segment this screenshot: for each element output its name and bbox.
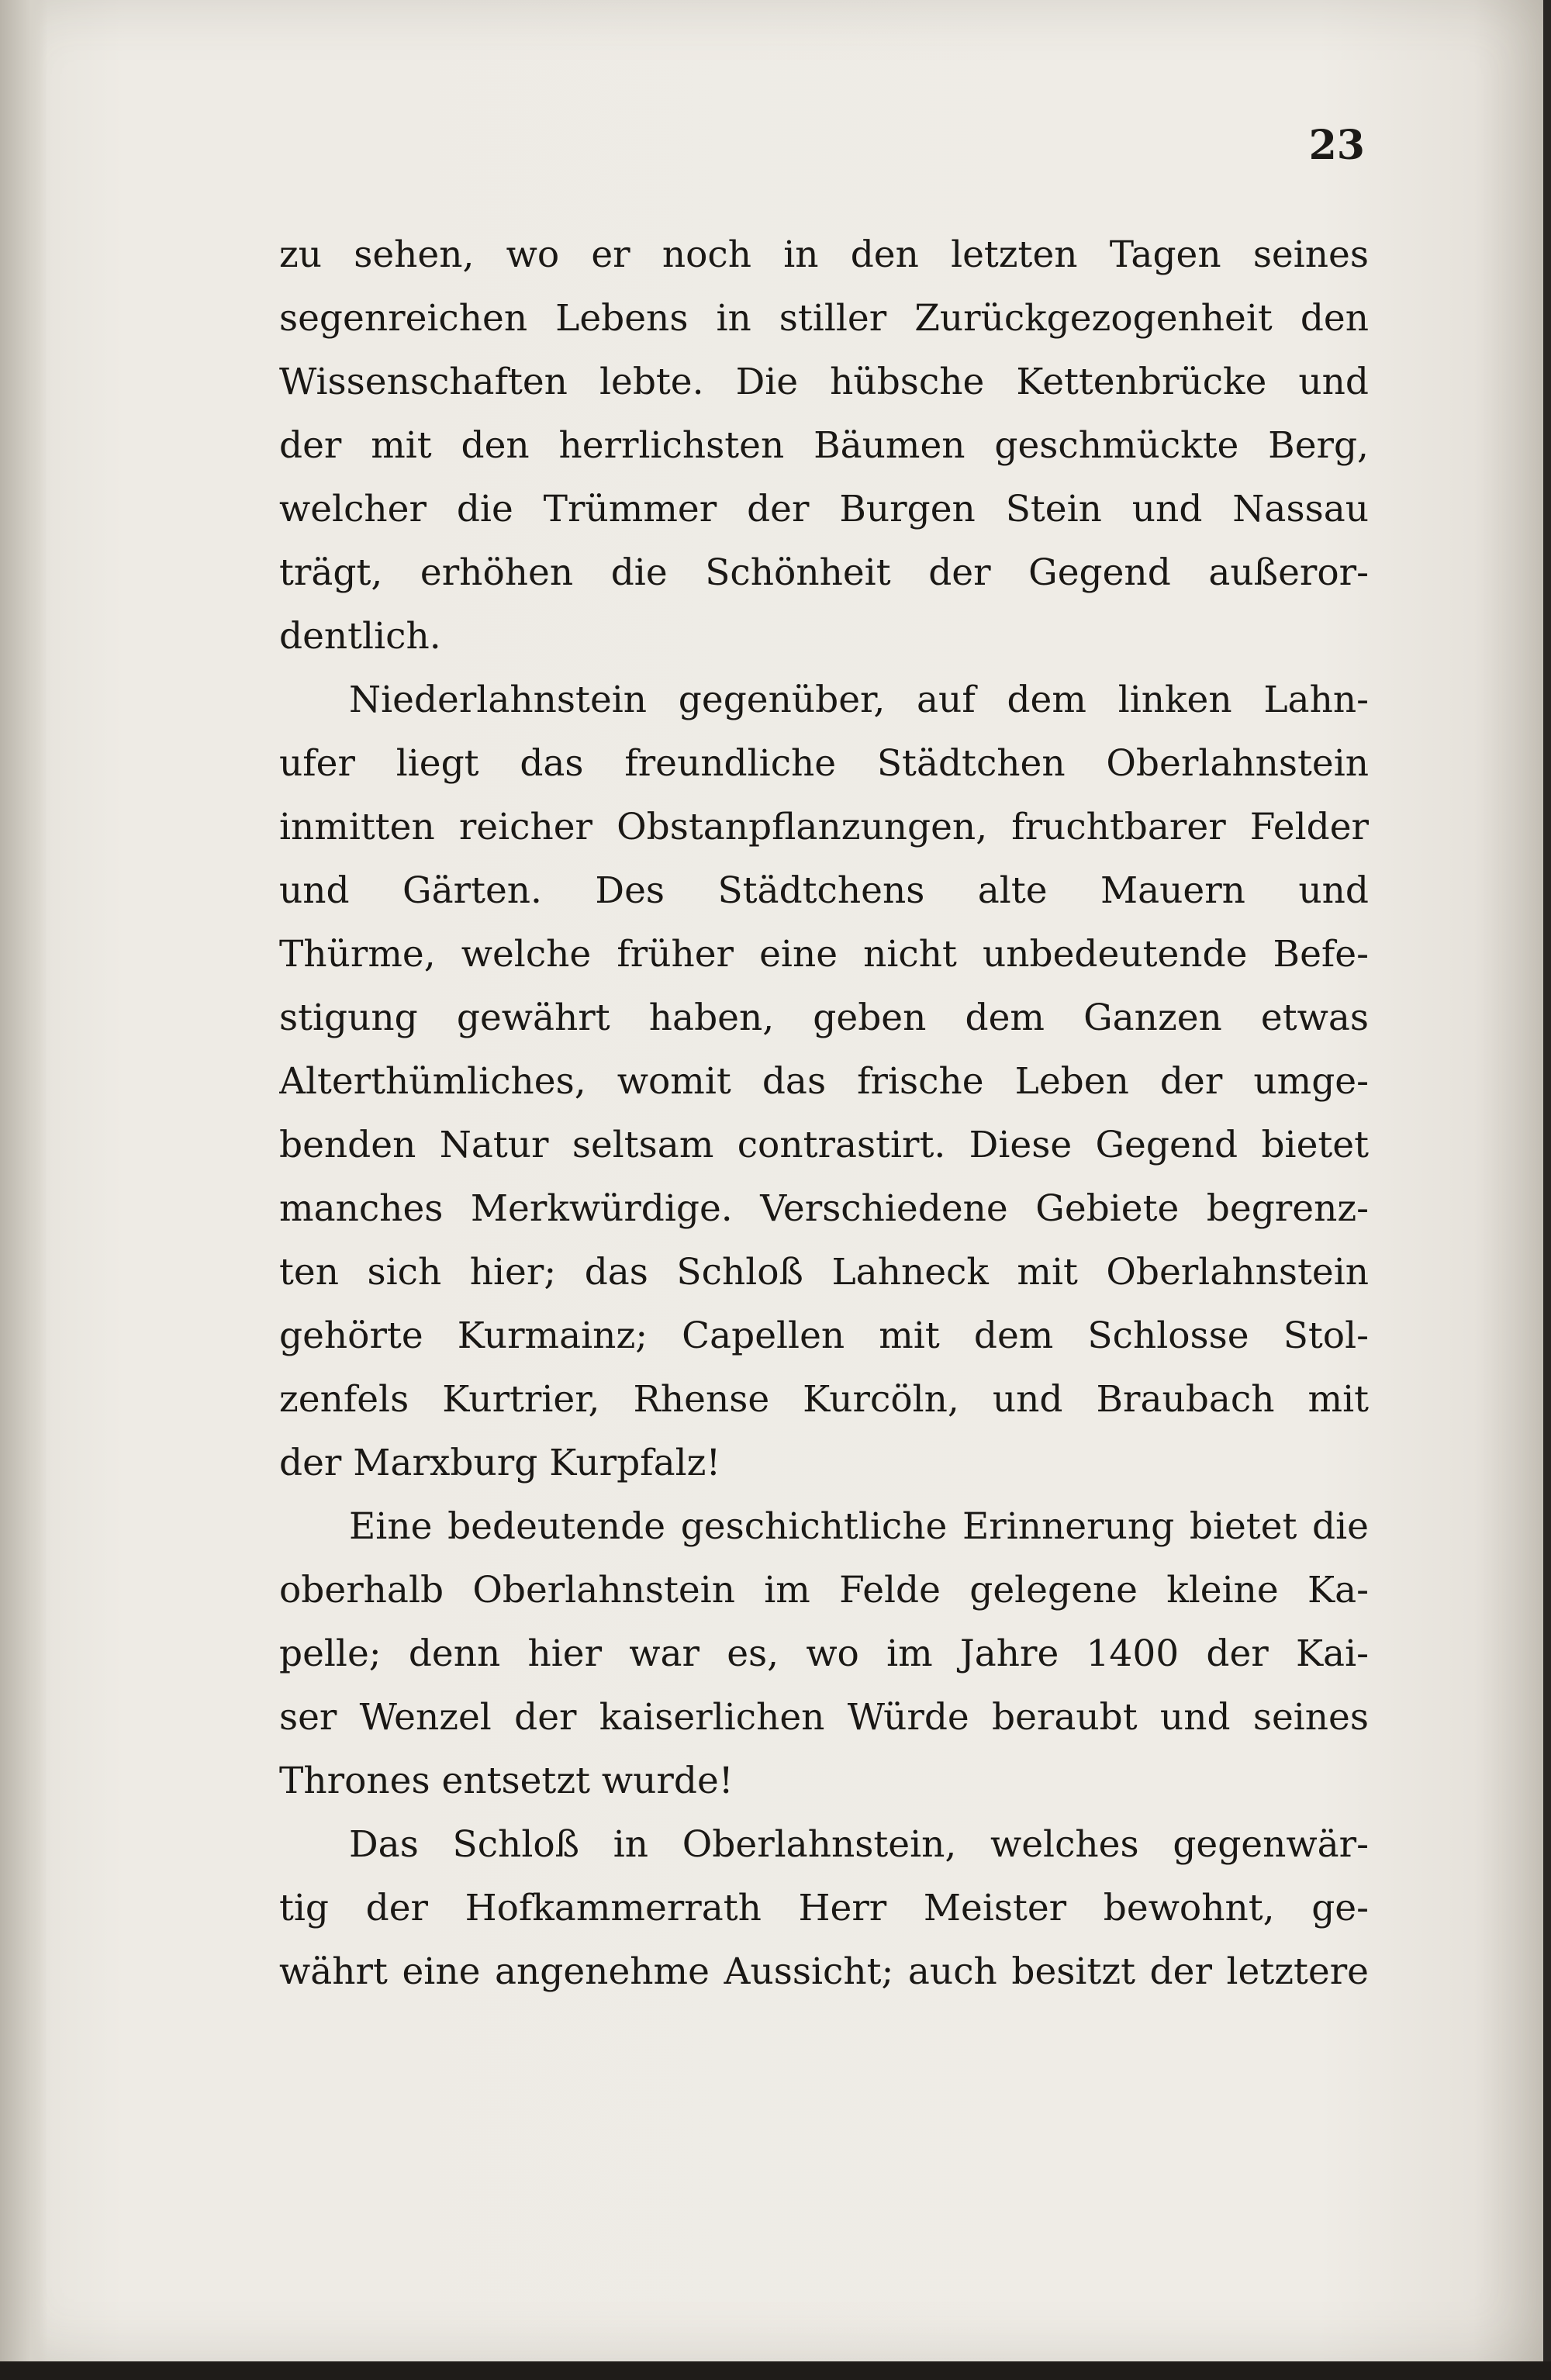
- text-line: Alterthümliches, womit das frische Leben der umge-: [279, 1060, 1369, 1103]
- page-gutter: [0, 0, 48, 2361]
- text-line: stigung gewährt haben, geben dem Ganzen etwas: [279, 997, 1369, 1039]
- text-line: trägt, erhöhen die Schönheit der Gegend außeror-: [279, 551, 1369, 594]
- text-line: Thürme, welche früher eine nicht unbedeutende Befe-: [279, 933, 1369, 976]
- text-line: ten sich hier; das Schloß Lahneck mit Oberlahnstein: [279, 1251, 1369, 1294]
- text-line: inmitten reicher Obstanpflanzungen, fruchtbarer Felder: [279, 806, 1369, 848]
- text-line: und Gärten. Des Städtchens alte Mauern und: [279, 869, 1369, 912]
- text-line: pelle; denn hier war es, wo im Jahre 1400 der Kai-: [279, 1632, 1369, 1675]
- page-number: 23: [1308, 122, 1365, 169]
- text-line: währt eine angenehme Aussicht; auch besitzt der letztere: [279, 1950, 1369, 1993]
- text-line: tig der Hofkammerrath Herr Meister bewohnt, ge-: [279, 1887, 1369, 1929]
- text-line: Das Schloß in Oberlahnstein, welches gegenwär-: [349, 1823, 1369, 1866]
- text-line: welcher die Trümmer der Burgen Stein und Nassau: [279, 488, 1369, 530]
- text-line: der mit den herrlichsten Bäumen geschmückte Berg,: [279, 424, 1369, 467]
- scan-bottom-edge: [0, 2361, 1551, 2380]
- text-line: ser Wenzel der kaiserlichen Würde beraubt und seines: [279, 1696, 1369, 1739]
- text-line: zenfels Kurtrier, Rhense Kurcöln, und Braubach mit: [279, 1378, 1369, 1421]
- body-text: [279, 223, 1369, 2004]
- text-line: gehörte Kurmainz; Capellen mit dem Schlosse Stol-: [279, 1314, 1369, 1357]
- text-line: Niederlahnstein gegenüber, auf dem linken Lahn-: [349, 679, 1369, 721]
- text-line: zu sehen, wo er noch in den letzten Tagen seines: [279, 233, 1369, 276]
- text-line: Eine bedeutende geschichtliche Erinnerung bietet die: [349, 1505, 1369, 1548]
- text-line: ufer liegt das freundliche Städtchen Oberlahnstein: [279, 742, 1369, 785]
- text-line: dentlich.: [279, 615, 441, 658]
- text-line: Thrones entsetzt wurde!: [279, 1760, 734, 1802]
- text-line: manches Merkwürdige. Verschiedene Gebiete begrenz-: [279, 1187, 1369, 1230]
- text-line: oberhalb Oberlahnstein im Felde gelegene kleine Ka-: [279, 1569, 1369, 1611]
- text-line: benden Natur seltsam contrastirt. Diese Gegend bietet: [279, 1124, 1369, 1166]
- text-line: segenreichen Lebens in stiller Zurückgezogenheit den: [279, 297, 1369, 340]
- text-line: Wissenschaften lebte. Die hübsche Kettenbrücke und: [279, 361, 1369, 403]
- text-line: der Marxburg Kurpfalz!: [279, 1442, 721, 1484]
